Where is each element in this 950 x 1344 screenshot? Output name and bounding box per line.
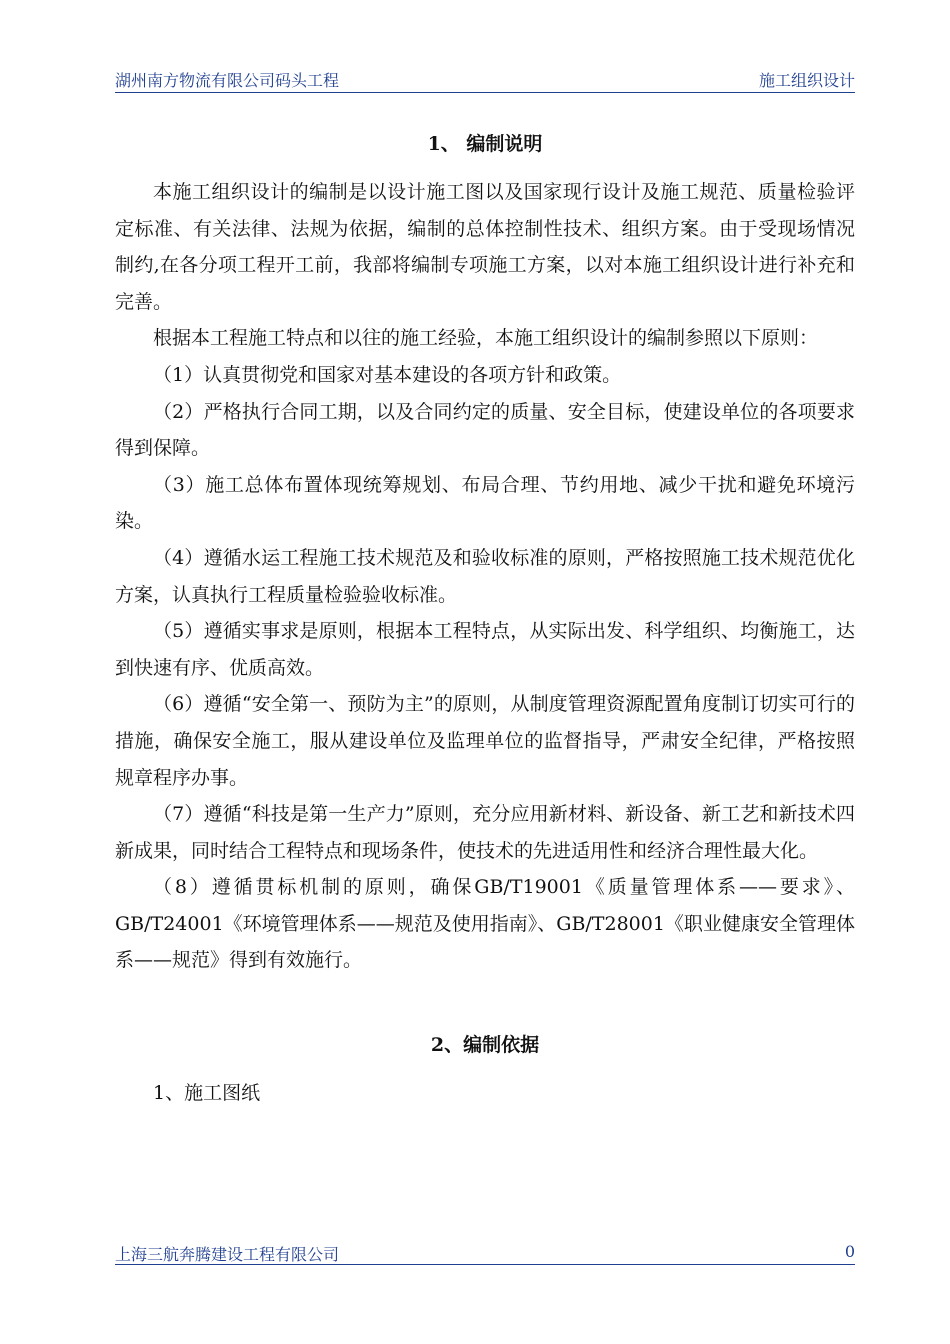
- principle-item: （7）遵循“科技是第一生产力”原则，充分应用新材料、新设备、新工艺和新技术四新成果，同时结合工程特点和现场条件，使技术的先进适用性和经济合理性最大化。: [115, 803, 855, 862]
- section-2-title: 2、编制依据: [430, 1034, 540, 1057]
- footer-company-name: 上海三航奔腾建设工程有限公司: [115, 1245, 340, 1264]
- section-1-paragraph: 根据本工程施工特点和以往的施工经验，本施工组织设计的编制参照以下原则：: [153, 327, 819, 350]
- principle-item: （4）遵循水运工程施工技术规范及和验收标准的原则，严格按照施工技术规范优化方案，认真执行工程质量检验验收标准。: [115, 546, 855, 606]
- principle-item: （1）认真贯彻党和国家对基本建设的各项方针和政策。: [153, 363, 622, 386]
- principle-item: （5）遵循实事求是原则，根据本工程特点，从实际出发、科学组织、均衡施工，达到快速有序、优质高效。: [115, 620, 855, 679]
- page-footer: [115, 1240, 855, 1265]
- principle-item: （2）严格执行合同工期，以及合同约定的质量、安全目标，使建设单位的各项要求得到保障。: [115, 400, 855, 460]
- principle-item: （8）遵循贯标机制的原则，确保GB/T19001《质量管理体系——要求》、GB/T24001《环境管理体系——规范及使用指南》、GB/T28001《职业健康安全管理体系——规范》得到有效施行。: [115, 876, 855, 972]
- header-project-name: 湖州南方物流有限公司码头工程: [115, 71, 340, 90]
- section-2-paragraph: 1、施工图纸: [153, 1082, 261, 1105]
- section-1-paragraph: 本施工组织设计的编制是以设计施工图以及国家现行设计及施工规范、质量检验评定标准、有关法律、法规为依据，编制的总体控制性技术、组织方案。由于受现场情况制约,在各分项工程开工前，我部将编制专项施工方案，以对本施工组织设计进行补充和完善。: [115, 181, 855, 313]
- section-spacer: [115, 979, 855, 1019]
- document-body: [115, 118, 855, 1112]
- header-document-type: 施工组织设计: [758, 71, 855, 90]
- page-header: [115, 66, 855, 93]
- principle-item: （6）遵循“安全第一、预防为主”的原则，从制度管理资源配置角度制订切实可行的措施，确保安全施工，服从建设单位及监理单位的监督指导，严肃安全纪律，严格按照规章程序办事。: [115, 693, 855, 789]
- footer-page-number: 0: [844, 1242, 855, 1261]
- principle-item: （3）施工总体布置体现统筹规划、布局合理、节约用地、减少干扰和避免环境污染。: [115, 473, 855, 533]
- section-1-title: 1、 编制说明: [427, 133, 543, 155]
